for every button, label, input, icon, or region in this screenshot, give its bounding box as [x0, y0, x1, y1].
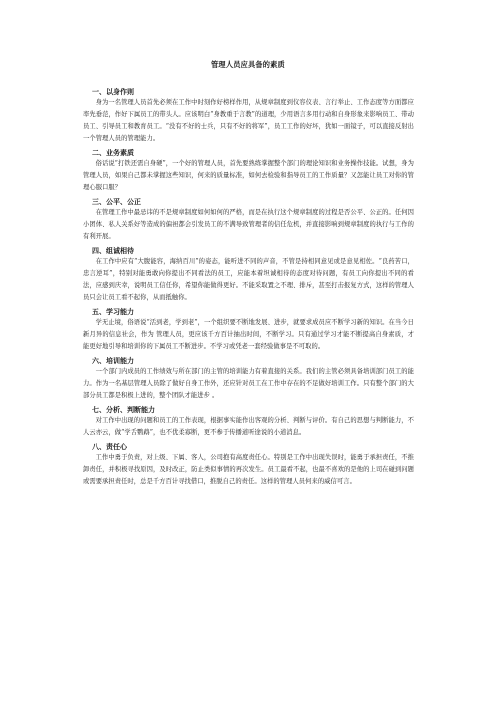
section-paragraph: 身为一名管理人员首先必须在工作中时刻作好榜样作用，从规章制度到仪容仪表、言行举止、工作态度等方面都应率先垂范，作好下属员工的带头人。应该明白“身教重于言教”的道理，少用语言多用行动和自身形象来影响员工、带动员工、引导员工和教育员工。“没有不好的士兵，只有不好的将军”，员工工作的好坏，犹如一面镜子，可以直接反射出一个管理人员的管理能力。	[83, 99, 414, 142]
section-heading: 四、组诚相待	[92, 246, 134, 255]
section-heading: 七、分析、判断能力	[92, 405, 155, 414]
section-heading: 三、公平、公正	[92, 197, 141, 206]
section-heading: 五、学习能力	[92, 307, 134, 316]
section-heading: 六、培训能力	[92, 356, 134, 365]
section-heading: 二、业务素质	[92, 148, 134, 157]
section-paragraph: 在工作中应有“大腹能容，海纳百川”的姿态，能听进不同的声音，不管是持相同意见或是意见相佐。“良药苦口，忠言逆耳”，特别对能勇敢向你提出不同看法的员工，应能本着坦诚相待的态度对待问题，有员工向你提出不同的看法，应感到庆幸，说明员工信任你，希望你能做得更好。不能采取置之不理、排斥，甚至打击报复方式，这样的管理人员只会让员工看不起你，从而抵触你。	[83, 258, 414, 301]
section-paragraph: 学无止境，俗语说“活到老，学到老”，一个组织要不断地发展、进步，就要求成员应不断学习新的知识。在当今日新月异的信息社会，作为 管理人员，更应该千方百计抽出时间，不断学习。只有通过学习才能不断提高自身素质，才能更好地引导和培训你的下属员工不断进步。不学习或凭老一套经验做事是不可取的。	[83, 319, 414, 350]
section-paragraph: 对工作中出现的问题和员工的工作表现，根据事实能作出客观的分析、判断与评价。有自己的思想与判断能力，不人云亦云，做“学舌鹦鹉”，也不优柔寡断，更不参于传播道听途说的小道消息。	[83, 417, 414, 436]
section-paragraph: 俗话说“打铁还需自身硬”，一个好的管理人员，首先要熟练掌握整个部门的理论知识和业务操作技能。试想，身为管理人员，如果自己都未掌握这些知识，何来的质量标准，如何去检验和指导员工的工作质量？又怎能让员工对你的管理心服口服？	[83, 160, 414, 191]
section-heading: 八、责任心	[92, 442, 127, 451]
document-title: 管理人员应具备的素质	[211, 60, 285, 69]
section-paragraph: 工作中勇于负责，对上级、下属、客人，公司抱有高度责任心。特别是工作中出现失误时，能勇于承担责任，不推卸责任，并积极寻找原因，及时改正，防止类似事情的再次发生。员工最看不起，也最不喜欢的是他的上司在碰到问题或需要承担责任时，总是千方百计寻找借口，推脱自己的责任。这样的管理人员何来的威信可言。	[83, 454, 414, 485]
section-heading: 一、以身作则	[92, 87, 134, 96]
document-body	[83, 86, 414, 490]
section-paragraph: 在管理工作中最忌讳的不是规章制度如何如何的严格，而是在执行这个规章制度的过程是否公平、公正的。任何因小团体、私人关系好等造成的偏袒都会引发员工的不满导致管理者的信任危机，并直接影响到规章制度的执行与工作的有利开展。	[83, 209, 414, 240]
section-paragraph: 一个部门内成员的工作绩效与所在部门的主管的培训能力有着直接的关系。我们的主管必须具备培训部门员工的能力。作为一名基层管理人员除了做好自身工作外，还应针对员工在工作中存在的不足做好培训工作。只有整个部门的大部分员工都是积极上进的，整个团队才能进步 。	[83, 368, 414, 399]
